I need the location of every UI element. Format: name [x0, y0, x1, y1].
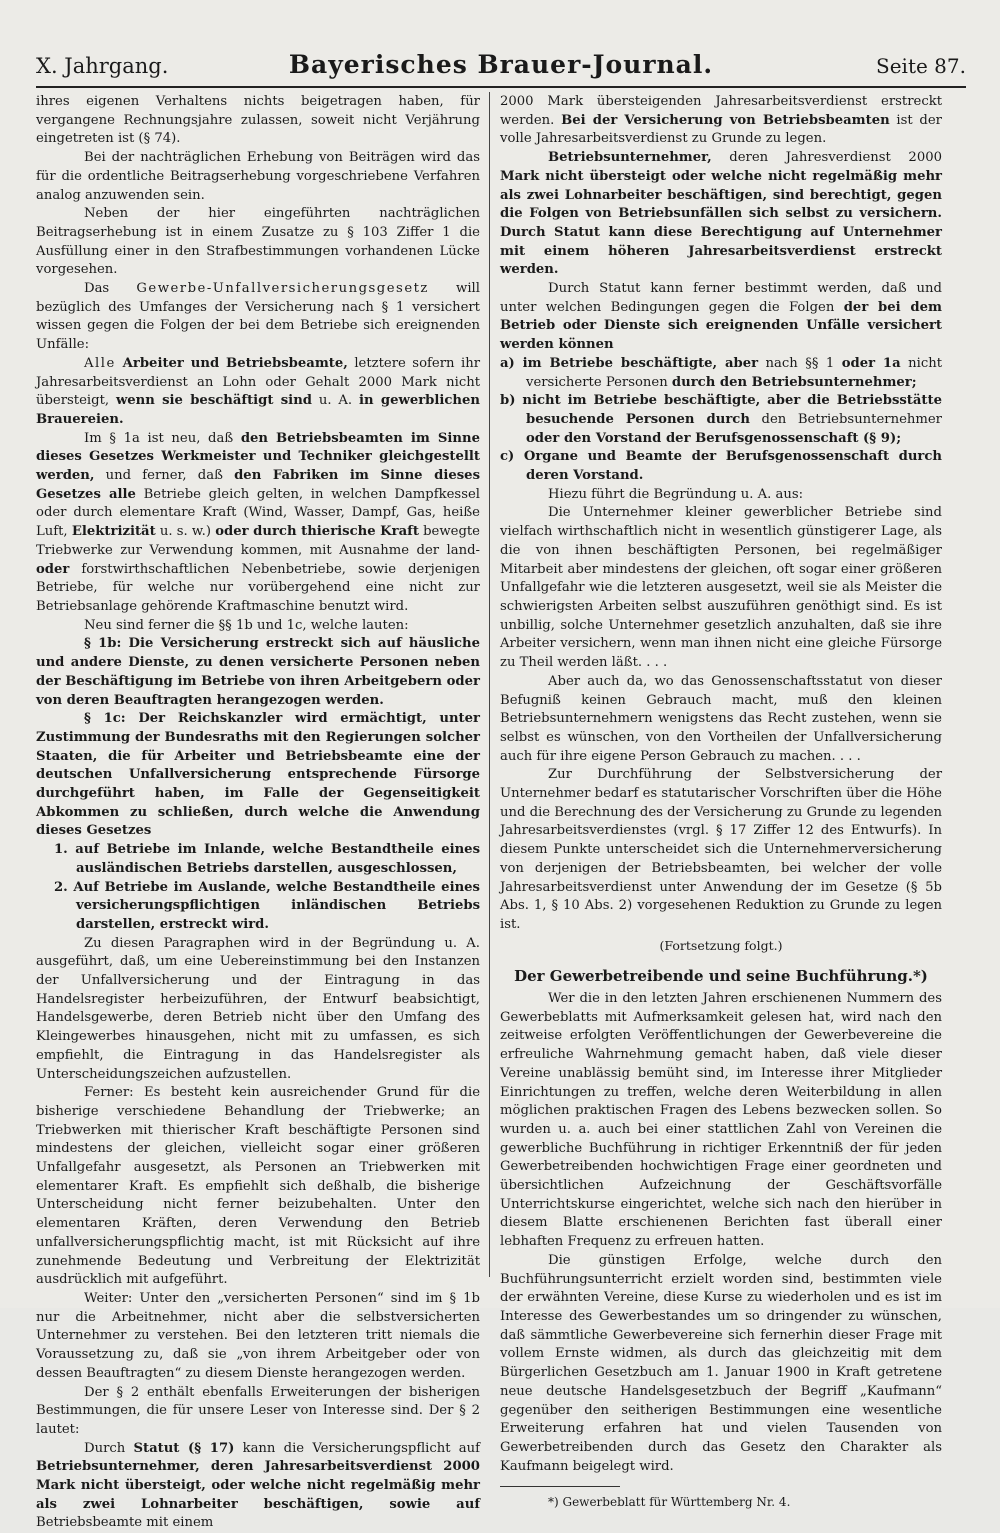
- article-title: Der Gewerbetreibende und seine Buchführung.*): [514, 967, 928, 986]
- paragraph: Neben der hier eingeführten nachträglichen Beitragserhebung ist in einem Zusatze zu § 103 Ziffer 1 die Ausfüllung einer in den Strafbestimmungen vorhandenen Lücke vorgesehen.: [36, 206, 480, 278]
- paragraph: Das Gewerbe-Unfallversicherungsgesetz will bezüglich des Umfanges der Versicherung nach § 1 versichert wissen gegen die Folgen der bei dem Betriebe sich ereignenden Unfälle:: [36, 281, 480, 353]
- paragraph: Im § 1a ist neu, daß den Betriebsbeamten im Sinne dieses Gesetzes Werkmeister und Techniker gleichgestellt werden, und ferner, daß den Fabriken im Sinne dieses Gesetzes alle Betriebe gleich gelten, in welchen Dampfkessel oder durch elementare Kraft (Wind, Wasser, Dampf, Gas, heiße Luft, Elektrizität u. s. w.) oder durch thierische Kraft bewegte Triebwerke zur Verwendung kommen, mit Ausnahme der land- oder forstwirthschaftlichen Nebenbetriebe, sowie derjenigen Betriebe, für welche nur vorübergehend eine nicht zur Betriebsanlage gehörende Kraftmaschine benutzt wird.: [36, 430, 481, 614]
- paragraph: Zur Durchführung der Selbstversicherung der Unternehmer bedarf es statutarischer Vorschriften über die Höhe und die Berechnung des der Versicherung zu Grunde zu legenden Jahresarbeitsverdienstes (vrgl. § 17 Ziffer 12 des Entwurfs). In diesem Punkte unterscheidet sich die Unternehmerversicherung von derjenigen der Betriebsbeamten, bei welcher der volle Jahresarbeitsverdienst unter Anwendung der im Gesetze (§ 5b Abs. 1, § 10 Abs. 2) vorgesehenen Reduktion zu Grunde zu legen ist.: [500, 767, 942, 932]
- paragraph: Bei der nachträglichen Erhebung von Beiträgen wird das für die ordentliche Beitragserhebung vorgeschriebene Verfahren analog anzuwenden sein.: [36, 150, 480, 203]
- list-item: c) Organe und Beamte der Berufsgenossenschaft durch deren Vorstand.: [500, 449, 942, 484]
- column-divider: [489, 92, 490, 1277]
- paragraph: Betriebsunternehmer, deren Jahresverdienst 2000 Mark nicht übersteigt oder welche nicht regelmäßig mehr als zwei Lohnarbeiter beschäftigen, sind berechtigt, gegen die Folgen von Betriebsunfällen sich selbst zu versichern. Durch Statut kann diese Berechtigung auf Unternehmer mit einem höheren Jahresarbeitsverdienst erstreckt werden.: [500, 150, 942, 278]
- page-number: Seite 87.: [876, 54, 966, 78]
- journal-title: Bayerisches Brauer-Journal.: [288, 50, 714, 79]
- list-item: b) nicht im Betriebe beschäftigte, aber die Betriebsstätte besuchende Personen durch den Betriebsunternehmer oder den Vorstand der Berufsgenossenschaft (§ 9);: [500, 393, 942, 446]
- left-column: [36, 93, 480, 1533]
- page-header: [36, 48, 966, 86]
- footnote-rule: [500, 1486, 620, 1487]
- paragraph: Weiter: Unter den „versicherten Personen“ sind im § 1b nur die Arbeitnehmer, nicht aber die selbstversicherten Unternehmer zu verstehen. Bei den letzteren tritt niemals die Voraussetzung zu, daß sie „von ihrem Arbeitgeber oder von dessen Beauftragten“ zu diesem Dienste herangezogen werden.: [36, 1291, 480, 1381]
- paragraph: Der § 2 enthält ebenfalls Erweiterungen der bisherigen Bestimmungen, die für unsere Leser von Interesse sind. Der § 2 lautet:: [36, 1384, 480, 1437]
- volume-label: X. Jahrgang.: [36, 54, 169, 78]
- paragraph-1c: § 1c: Der Reichskanzler wird ermächtigt, unter Zustimmung der Bundesraths mit den Regierungen solcher Staaten, die für Arbeiter und Betriebsbeamte eine der deutschen Unfallversicherung entsprechende Fürsorge durchgeführt haben, im Falle der Gegenseitigkeit Abkommen zu schließen, durch welche die Anwendung dieses Gesetzes: [36, 711, 480, 839]
- paragraph: Die Unternehmer kleiner gewerblicher Betriebe sind vielfach wirthschaftlich nicht in wesentlich günstigerer Lage, als die von ihnen beschäftigten Personen, bei regelmäßiger Mitarbeit aber mindestens der gleichen, oft sogar einer größeren Unfallgefahr wie die letzteren ausgesetzt, weil sie als Meister die schwierigsten Arbeiten selbst auszuführen genöthigt sind. Es ist unbillig, solche Unternehmer gesetzlich anzuhalten, daß sie ihre Arbeiter versichern, wenn man ihnen nicht eine gleiche Fürsorge zu Theil werden läßt. . . .: [500, 505, 942, 671]
- paragraph: Durch Statut (§ 17) kann die Versicherungspflicht auf Betriebsunternehmer, deren Jahresarbeitsverdienst 2000 Mark nicht übersteigt, oder welche nicht regelmäßig mehr als zwei Lohnarbeiter beschäftigen, sowie auf Betriebsbeamte mit einem: [36, 1440, 480, 1531]
- paragraph: Die günstigen Erfolge, welche durch den Buchführungsunterricht erzielt worden sind, bestimmten viele der erwähnten Vereine, diese Kurse zu wiederholen und es ist im Interesse des Gewerbestandes um so dringender zu wünschen, daß sämmtliche Gewerbevereine sich fernerhin dieser Frage mit vollem Ernste widmen, als durch das gleichzeitig mit dem Bürgerlichen Gesetzbuch am 1. Januar 1900 in Kraft getretene neue deutsche Handelsgesetzbuch der Begriff „Kaufmann“ gegenüber den seitherigen Bestimmungen eine wesentliche Erweiterung erfahren hat und vielen Tausenden von Gewerbetreibenden durch das Gesetz den Charakter als Kaufmann beigelegt wird.: [500, 1252, 942, 1474]
- paragraph: ihres eigenen Verhaltens nichts beigetragen haben, für vergangene Rechnungsjahre zulassen, soweit nicht Verjährung eingetreten ist (§ 74).: [36, 94, 480, 147]
- continuation-note: (Fortsetzung folgt.): [659, 937, 783, 953]
- list-item: a) im Betriebe beschäftigte, aber nach §§ 1 oder 1a nicht versicherte Personen durch den Betriebsunternehmer;: [500, 355, 942, 390]
- footnote: *) Gewerbeblatt für Württemberg Nr. 4.: [548, 1495, 791, 1510]
- paragraph: Aber auch da, wo das Genossenschaftsstatut von dieser Befugniß keinen Gebrauch macht, muß den kleinen Betriebsunternehmern wenigstens das Recht zustehen, wenn sie selbst es wünschen, von den Vortheilen der Unfallversicherung auch für ihre eigene Person Gebrauch zu machen. . . .: [500, 673, 942, 764]
- paragraph: Zu diesen Paragraphen wird in der Begründung u. A. ausgeführt, daß, um eine Uebereinstimmung bei den Instanzen der Unfallversicherung und der Eintragung in das Handelsregister herbeizuführen, der Entwurf beabsichtigt, Handelsgewerbe, deren Betrieb nicht über den Umfang des Kleingewerbes hinausgehen, nicht mit zu umfassen, es sich empfiehlt, die Eintragung in das Handelsregister als Unterscheidungszeichen aufzustellen.: [36, 935, 480, 1082]
- paragraph: Neu sind ferner die §§ 1b und 1c, welche lauten:: [84, 617, 409, 633]
- right-column: [500, 93, 942, 1512]
- paragraph: Ferner: Es besteht kein ausreichender Grund für die bisherige verschiedene Behandlung der Triebwerke; an Triebwerken mit thierischer Kraft beschäftigte Personen sind mindestens der gleichen, vielleicht sogar einer größeren Unfallgefahr ausgesetzt, als Personen an Triebwerken mit elementarer Kraft. Es empfiehlt sich deßhalb, die bisherige Unterscheidung nicht ferner beizubehalten. Unter den elementaren Kräften, deren Verwendung den Betrieb unfallversicherungspflichtig macht, ist mit Rücksicht auf ihre zunehmende Bedeutung und Verbreitung der Elektrizität ausdrücklich mit aufgeführt.: [36, 1085, 480, 1288]
- paragraph: Wer die in den letzten Jahren erschienenen Nummern des Gewerbeblatts mit Aufmerksamkeit gelesen hat, wird nach den zeitweise erfolgten Veröffentlichungen der Gewerbevereine die erfreuliche Wahrnehmung gemacht haben, daß viele dieser Vereine unablässig bemüht sind, im Interesse ihrer Mitglieder Einrichtungen zu treffen, welche deren Weiterbildung in allen möglichen praktischen Fragen des Lebens bezwecken sollen. So wurden u. a. auch bei einer stattlichen Zahl von Vereinen die gewerbliche Buchführung in richtiger Erkenntniß der für jeden Gewerbetreibenden hochwichtigen Frage einer geordneten und übersichtlichen Aufzeichnung der Geschäftsvorfälle Unterrichtskurse eingerichtet, welche sich nach den hierüber in diesem Blatte erschienenen Berichten fast überall einer lebhaften Frequenz zu erfreuen hatten.: [500, 991, 942, 1250]
- paragraph: 2000 Mark übersteigenden Jahresarbeitsverdienst erstreckt werden. Bei der Versicherung von Betriebsbeamten ist der volle Jahresarbeitsverdienst zu Grunde zu legen.: [500, 94, 942, 147]
- list-item: 2. Auf Betriebe im Auslande, welche Bestandtheile eines versicherungspflichtigen inländischen Betriebs darstellen, erstreckt wird.: [54, 879, 480, 932]
- paragraph: Alle Arbeiter und Betriebsbeamte, letztere sofern ihr Jahresarbeitsverdienst an Lohn oder Gehalt 2000 Mark nicht übersteigt, wenn sie beschäftigt sind u. A. in gewerblichen Brauereien.: [36, 355, 480, 427]
- paragraph-1b: § 1b: Die Versicherung erstreckt sich auf häusliche und andere Dienste, zu denen versicherte Personen neben der Beschäftigung im Betriebe von ihren Arbeitgebern oder von deren Beauftragten herangezogen werden.: [36, 636, 480, 708]
- list-item: 1. auf Betriebe im Inlande, welche Bestandtheile eines ausländischen Betriebs darstellen, ausgeschlossen,: [54, 842, 480, 876]
- paragraph: Hiezu führt die Begründung u. A. aus:: [548, 486, 804, 502]
- paragraph: Durch Statut kann ferner bestimmt werden, daß und unter welchen Bedingungen gegen die Folgen der bei dem Betrieb oder Dienste sich ereignenden Unfälle versichert werden können: [500, 281, 942, 353]
- header-rule: [36, 86, 966, 88]
